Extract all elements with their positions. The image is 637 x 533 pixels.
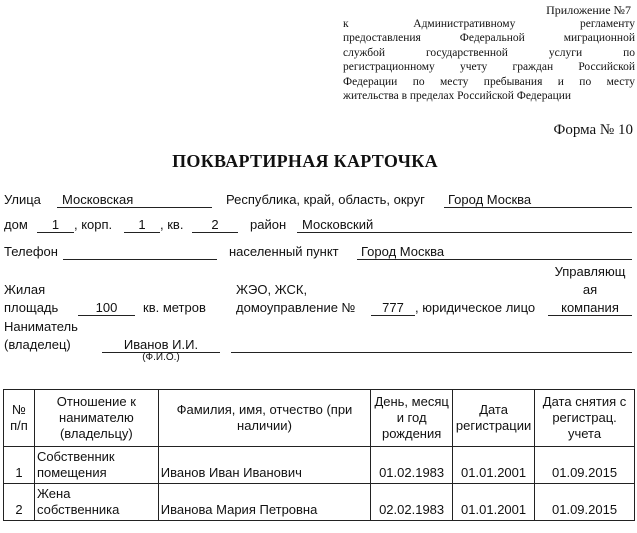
tenant-value[interactable]: Иванов И.И.	[123, 337, 199, 352]
tenant-extra-line	[231, 352, 632, 353]
zheo-label: домоуправление №	[236, 300, 356, 315]
korp-line	[124, 232, 160, 233]
area-label: площадь	[4, 300, 59, 315]
kv-line	[192, 232, 238, 233]
table-header-row	[4, 390, 635, 447]
appendix-line: к Административному регламенту	[343, 18, 635, 30]
table-row	[4, 484, 635, 521]
row-fullname: Иванова Мария Петровна	[158, 484, 370, 521]
district-line	[297, 232, 632, 233]
house-label: дом	[4, 217, 28, 232]
col-deregistration-date: Дата снятия с регистрац. учета	[535, 390, 635, 447]
house-value[interactable]: 1	[51, 217, 60, 232]
legal-label: , юридическое лицо	[415, 300, 536, 315]
row-deregistration-date: 01.09.2015	[535, 484, 635, 521]
region-value[interactable]: Город Москва	[448, 192, 532, 207]
korp-value[interactable]: 1	[138, 217, 146, 232]
zheo-label: ЖЭО, ЖСК,	[236, 282, 308, 297]
row-relation: Собственник помещения	[34, 447, 158, 484]
area-label: Жилая	[4, 282, 46, 297]
street-value[interactable]: Московская	[62, 192, 134, 207]
row-deregistration-date: 01.09.2015	[535, 447, 635, 484]
table-row	[4, 447, 635, 484]
area-unit: кв. метров	[143, 300, 206, 315]
col-relation: Отношение к нанимателю (владельцу)	[34, 390, 158, 447]
house-line	[37, 232, 74, 233]
zheo-value[interactable]: 777	[382, 300, 404, 315]
tenant-label: Наниматель	[4, 319, 78, 334]
street-line	[57, 207, 212, 208]
kv-value[interactable]: 2	[211, 217, 219, 232]
appendix-line: предоставления Федеральной миграционной	[343, 32, 635, 45]
phone-label: Телефон	[4, 244, 58, 259]
area-line	[78, 315, 135, 316]
form-number: Форма № 10	[553, 122, 633, 138]
locality-label: населенный пункт	[229, 244, 339, 259]
document-title: ПОКВАРТИРНАЯ КАРТОЧКА	[172, 151, 438, 171]
row-number: 2	[4, 484, 35, 521]
tenant-label: (владелец)	[4, 337, 71, 352]
street-label: Улица	[4, 192, 41, 207]
region-label: Республика, край, область, округ	[226, 192, 425, 207]
appendix-line: жительства в пределах Российской Федерации	[343, 90, 572, 103]
legal-value[interactable]: ая	[582, 282, 598, 297]
legal-value[interactable]: Управляющ	[554, 264, 626, 279]
row-number: 1	[4, 447, 35, 484]
appendix-line: регистрационному учету граждан Российской	[343, 61, 635, 74]
appendix-line: службой государственной услуги по	[343, 46, 635, 59]
row-fullname: Иванов Иван Иванович	[158, 447, 370, 484]
locality-line	[357, 259, 632, 260]
phone-line	[63, 259, 217, 260]
col-registration-date: Дата регистрации	[453, 390, 535, 447]
legal-value[interactable]: компания	[561, 300, 619, 315]
row-registration-date: 01.01.2001	[453, 447, 535, 484]
appendix-title: Приложение №7	[546, 3, 631, 17]
legal-line	[548, 315, 632, 316]
row-birthdate: 02.02.1983	[371, 484, 453, 521]
area-value[interactable]: 100	[95, 300, 118, 315]
region-line	[444, 207, 632, 208]
zheo-line	[371, 315, 415, 316]
col-number: № п/п	[4, 390, 35, 447]
locality-value[interactable]: Город Москва	[361, 244, 445, 259]
korp-label: , корп.	[74, 217, 113, 232]
appendix-line: Федерации по месту пребывания и по месту	[343, 75, 635, 88]
district-label: район	[250, 217, 287, 232]
registration-table	[3, 389, 635, 521]
col-fullname: Фамилия, имя, отчество (при наличии)	[158, 390, 370, 447]
row-relation: Жена собственника	[34, 484, 158, 521]
district-value[interactable]: Московский	[302, 217, 374, 232]
appendix-text	[343, 17, 635, 103]
row-birthdate: 01.02.1983	[371, 447, 453, 484]
kv-label: , кв.	[160, 217, 184, 232]
row-registration-date: 01.01.2001	[453, 484, 535, 521]
tenant-caption: (Ф.И.О.)	[142, 352, 180, 363]
col-birthdate: День, месяц и год рождения	[371, 390, 453, 447]
